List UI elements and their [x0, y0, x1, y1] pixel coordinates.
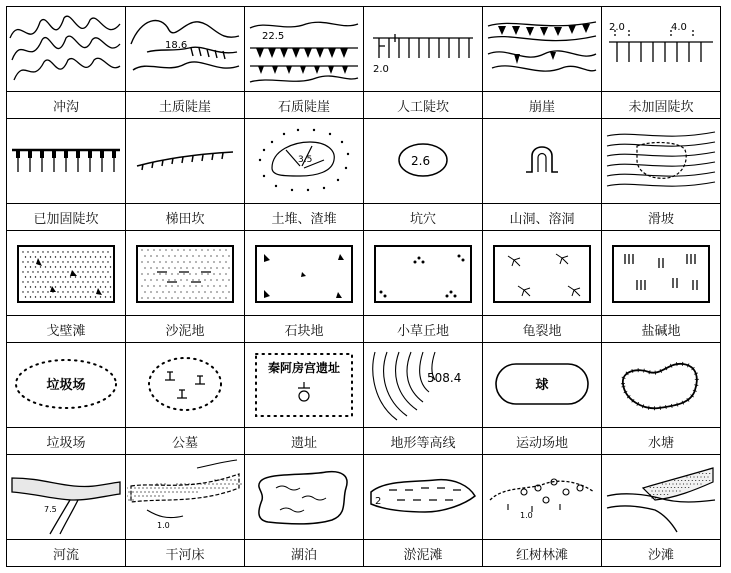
stone-block-cell — [245, 231, 364, 316]
pond-label: 水塘 — [602, 428, 721, 455]
mound-label: 土堆、渣堆 — [245, 204, 364, 231]
saline-land-icon — [603, 232, 719, 314]
symbol-row-2 — [7, 119, 721, 204]
ruins-inner-text: 秦阿房宫遗址 — [267, 361, 341, 375]
dry-riverbed-cell — [126, 455, 245, 540]
sports-ground-cell — [483, 343, 602, 428]
ruins-cell — [245, 343, 364, 428]
cracked-ground-cell — [483, 231, 602, 316]
ruins-label: 遗址 — [245, 428, 364, 455]
symbol-row-5 — [7, 455, 721, 540]
dry-riverbed-value: 1.0 — [157, 521, 170, 530]
gully-cell — [7, 7, 126, 92]
contour-value: 508.4 — [427, 371, 462, 385]
landslide-cell — [602, 119, 721, 204]
contour-label: 地形等高线 — [364, 428, 483, 455]
hummock-label: 小草丘地 — [364, 316, 483, 343]
sand-beach-icon — [603, 456, 719, 538]
mangrove-beach-label: 红树林滩 — [483, 540, 602, 567]
unreinforced-scarp-value-2: 4.0 — [671, 22, 687, 33]
cave-label: 山洞、溶洞 — [483, 204, 602, 231]
silt-beach-icon — [365, 456, 481, 538]
sand-beach-cell — [602, 455, 721, 540]
rock-cliff-icon — [246, 8, 362, 90]
reinforced-scarp-cell — [7, 119, 126, 204]
reinforced-scarp-label: 已加固陡坎 — [7, 204, 126, 231]
mound-icon — [246, 120, 362, 202]
cave-cell — [483, 119, 602, 204]
cave-icon — [484, 120, 600, 202]
sports-ground-icon — [484, 344, 600, 426]
saline-land-label: 盐碱地 — [602, 316, 721, 343]
gobi-cell — [7, 231, 126, 316]
mangrove-beach-cell — [483, 455, 602, 540]
pond-icon — [603, 344, 719, 426]
collapse-cell — [483, 7, 602, 92]
label-row-3 — [7, 316, 721, 343]
symbol-row-4 — [7, 343, 721, 428]
gobi-label: 戈壁滩 — [7, 316, 126, 343]
collapse-label: 崩崖 — [483, 92, 602, 119]
sand-mud-cell — [126, 231, 245, 316]
river-value: 7.5 — [44, 505, 57, 514]
garbage-site-cell — [7, 343, 126, 428]
symbol-row-3 — [7, 231, 721, 316]
sand-mud-label: 沙泥地 — [126, 316, 245, 343]
pond-cell — [602, 343, 721, 428]
rock-cliff-label: 石质陡崖 — [245, 92, 364, 119]
unreinforced-scarp-cell — [602, 7, 721, 92]
stone-block-icon — [246, 232, 362, 314]
artificial-scarp-icon — [365, 8, 481, 90]
cracked-ground-icon — [484, 232, 600, 314]
river-cell — [7, 455, 126, 540]
garbage-site-label: 垃圾场 — [7, 428, 126, 455]
earth-cliff-icon — [127, 8, 243, 90]
lake-cell — [245, 455, 364, 540]
label-row-2 — [7, 204, 721, 231]
stone-block-label: 石块地 — [245, 316, 364, 343]
landslide-label: 滑坡 — [602, 204, 721, 231]
mangrove-beach-value: 1.0 — [520, 511, 533, 520]
unreinforced-scarp-label: 未加固陡坎 — [602, 92, 721, 119]
mound-cell — [245, 119, 364, 204]
sports-ground-inner-text: 球 — [535, 378, 549, 393]
lake-label: 湖泊 — [245, 540, 364, 567]
river-icon — [8, 456, 124, 538]
cracked-ground-label: 龟裂地 — [483, 316, 602, 343]
dry-riverbed-icon — [127, 456, 243, 538]
terrace-scarp-icon — [127, 120, 243, 202]
label-row-5 — [7, 540, 721, 567]
river-label: 河流 — [7, 540, 126, 567]
rock-cliff-cell — [245, 7, 364, 92]
contour-icon — [365, 344, 481, 426]
lake-icon — [246, 456, 362, 538]
garbage-site-inner-text: 垃圾场 — [46, 378, 86, 393]
label-row-1 — [7, 92, 721, 119]
earth-cliff-value: 18.6 — [165, 40, 188, 51]
earth-cliff-cell — [126, 7, 245, 92]
silt-beach-value: 2 — [375, 496, 382, 507]
sports-ground-label: 运动场地 — [483, 428, 602, 455]
symbol-row-1 — [7, 7, 721, 92]
unreinforced-scarp-value-1: 2.0 — [609, 22, 625, 33]
terrace-scarp-label: 梯田坎 — [126, 204, 245, 231]
pit-icon — [365, 120, 481, 202]
pit-label: 坑穴 — [364, 204, 483, 231]
terrace-scarp-cell — [126, 119, 245, 204]
unreinforced-scarp-icon — [603, 8, 719, 90]
gully-icon — [8, 8, 124, 90]
dry-riverbed-label: 干河床 — [126, 540, 245, 567]
cemetery-cell — [126, 343, 245, 428]
pit-value: 2.6 — [411, 154, 431, 168]
landslide-icon — [603, 120, 719, 202]
saline-land-cell — [602, 231, 721, 316]
mound-value: 3.5 — [298, 155, 313, 165]
hummock-icon — [365, 232, 481, 314]
sand-mud-icon — [127, 232, 243, 314]
pit-cell — [364, 119, 483, 204]
hummock-cell — [364, 231, 483, 316]
artificial-scarp-label: 人工陡坎 — [364, 92, 483, 119]
sand-beach-label: 沙滩 — [602, 540, 721, 567]
rock-cliff-value: 22.5 — [262, 31, 285, 42]
collapse-icon — [484, 8, 600, 90]
mangrove-beach-icon — [484, 456, 600, 538]
gully-label: 冲沟 — [7, 92, 126, 119]
topographic-symbol-table — [6, 6, 721, 567]
silt-beach-label: 淤泥滩 — [364, 540, 483, 567]
artificial-scarp-cell — [364, 7, 483, 92]
label-row-4 — [7, 428, 721, 455]
symbol-legend-sheet — [6, 6, 720, 562]
ruins-icon — [246, 344, 362, 426]
gobi-icon — [8, 232, 124, 314]
reinforced-scarp-icon — [8, 120, 124, 202]
contour-cell — [364, 343, 483, 428]
cemetery-icon — [127, 344, 243, 426]
garbage-site-icon — [8, 344, 124, 426]
artificial-scarp-value: 2.0 — [373, 64, 389, 75]
silt-beach-cell — [364, 455, 483, 540]
earth-cliff-label: 土质陡崖 — [126, 92, 245, 119]
cemetery-label: 公墓 — [126, 428, 245, 455]
